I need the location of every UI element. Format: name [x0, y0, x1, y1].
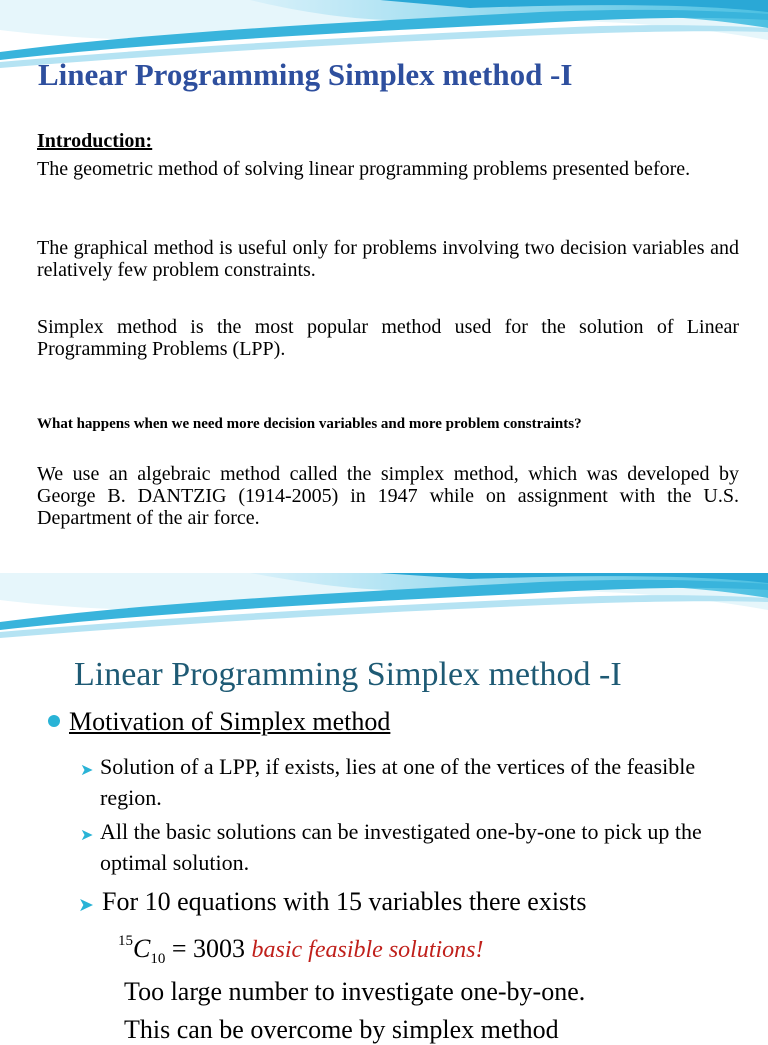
intro-paragraph-2: The graphical method is useful only for problems involving two decision variables and relatively few problem constraints. — [37, 237, 739, 281]
sub-point-1: Solution of a LPP, if exists, lies at one of the vertices of the feasible region. — [100, 754, 696, 810]
slide-2 — [0, 565, 768, 1044]
arrow-bullet-icon: ➤ — [80, 760, 94, 779]
slide2-title: Linear Programming Simplex method -I — [74, 656, 622, 693]
answer-paragraph: We use an algebraic method called the simplex method, which was developed by George B. DANTZIG (1914-2005) in 1947 while on assignment with the U.S. Department of the air force. — [37, 463, 739, 529]
arrow-bullet-icon: ➤ — [78, 894, 94, 916]
cut-off-line: This can be overcome by simplex method — [124, 1015, 559, 1044]
question-text: What happens when we need more decision variables and more problem constraints? — [37, 416, 582, 432]
motivation-bullet: Motivation of Simplex method — [69, 707, 391, 736]
formula-note: basic feasible solutions! — [251, 937, 484, 963]
formula-symbol: C — [133, 934, 151, 963]
arrow-bullet-icon: ➤ — [80, 825, 94, 844]
conclusion-line: Too large number to investigate one-by-one. — [124, 977, 586, 1006]
intro-paragraph-3: Simplex method is the most popular method used for the solution of Linear Programming Problems (LPP). — [37, 316, 739, 360]
formula-k: 10 — [150, 951, 166, 967]
formula-result: = 3003 — [171, 934, 246, 963]
wave-banner — [0, 565, 768, 655]
combination-formula — [118, 933, 484, 968]
bullet-dot-icon — [48, 715, 60, 727]
introduction-heading: Introduction: — [37, 130, 153, 152]
slide1-title: Linear Programming Simplex method -I — [38, 57, 573, 92]
intro-paragraph-1: The geometric method of solving linear programming problems presented before. — [37, 158, 691, 180]
sub-point-2: All the basic solutions can be investigated one-by-one to pick up the optimal solution. — [100, 819, 702, 875]
formula-n: 15 — [118, 933, 133, 949]
equations-line: For 10 equations with 15 variables there exists — [102, 887, 587, 916]
